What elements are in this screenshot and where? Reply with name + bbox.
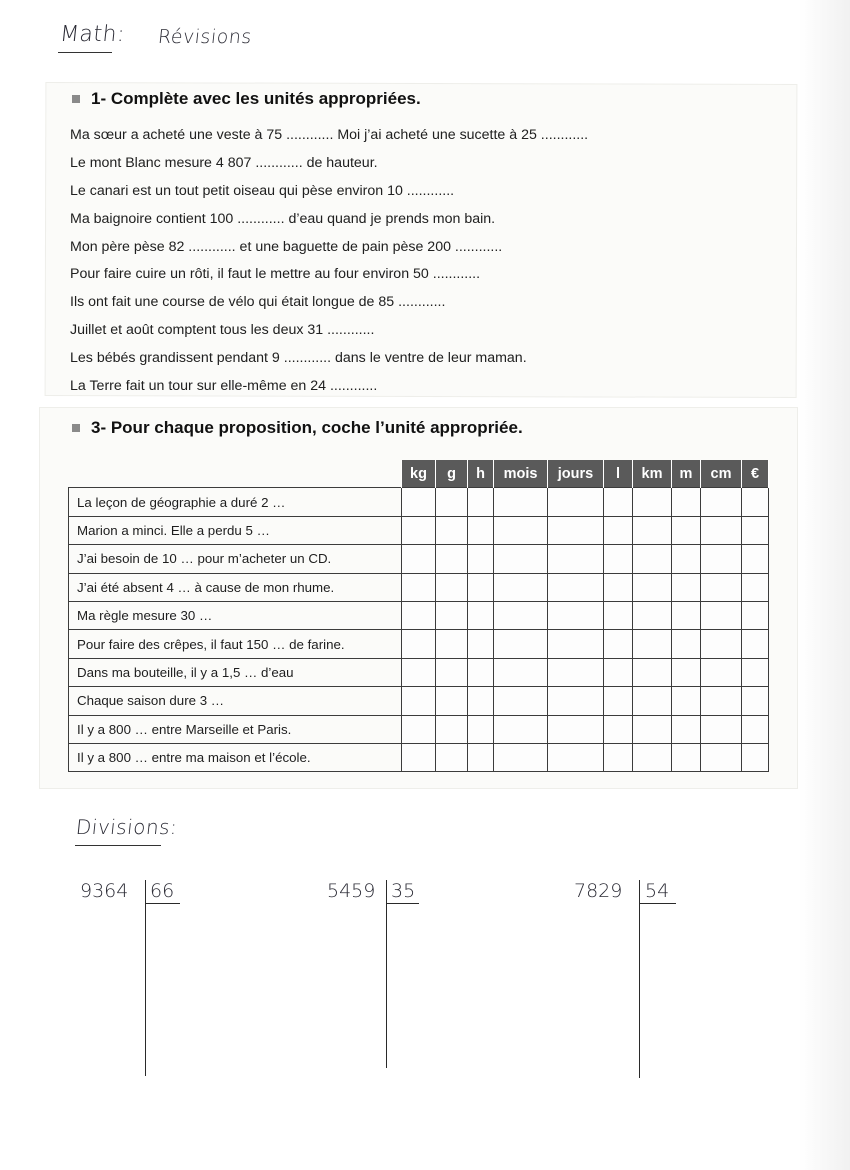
unit-check-cell[interactable]: [701, 488, 742, 516]
unit-check-cell[interactable]: [494, 743, 548, 771]
division-horizontal-line: [146, 903, 180, 904]
unit-check-cell[interactable]: [402, 687, 436, 715]
unit-check-cell[interactable]: [494, 488, 548, 516]
header-spacer: [69, 460, 402, 488]
unit-check-cell[interactable]: [672, 743, 701, 771]
unit-check-cell[interactable]: [468, 516, 494, 544]
unit-check-cell[interactable]: [436, 545, 468, 573]
unit-check-cell[interactable]: [633, 516, 672, 544]
unit-check-cell[interactable]: [701, 601, 742, 629]
division-vertical-line: [639, 880, 640, 1078]
unit-check-cell[interactable]: [604, 545, 633, 573]
unit-check-cell[interactable]: [468, 488, 494, 516]
unit-check-cell[interactable]: [548, 715, 604, 743]
unit-check-cell[interactable]: [633, 573, 672, 601]
exercise-line: Ils ont fait une course de vélo qui était longue de 85 ............: [70, 294, 446, 311]
unit-check-cell[interactable]: [494, 545, 548, 573]
exercise-line: Mon père pèse 82 ............ et une baguette de pain pèse 200 ............: [70, 238, 503, 255]
unit-check-cell[interactable]: [604, 488, 633, 516]
unit-check-cell[interactable]: [402, 658, 436, 686]
table-row: [69, 601, 769, 629]
unit-check-cell[interactable]: [468, 545, 494, 573]
unit-header-jours: jours: [548, 460, 604, 488]
unit-check-cell[interactable]: [494, 687, 548, 715]
unit-check-cell[interactable]: [672, 488, 701, 516]
unit-check-cell[interactable]: [436, 630, 468, 658]
unit-check-cell[interactable]: [742, 687, 769, 715]
unit-check-cell[interactable]: [548, 488, 604, 516]
unit-header-l: l: [604, 460, 633, 488]
unit-header-km: km: [633, 460, 672, 488]
unit-check-cell[interactable]: [633, 658, 672, 686]
table-row: [69, 516, 769, 544]
unit-check-cell[interactable]: [402, 488, 436, 516]
exercise1-lines: [70, 122, 588, 401]
unit-check-cell[interactable]: [742, 658, 769, 686]
square-bullet-icon: [72, 95, 80, 103]
unit-check-cell[interactable]: [436, 743, 468, 771]
unit-header-g: g: [436, 460, 468, 488]
unit-check-cell[interactable]: [672, 573, 701, 601]
unit-check-cell[interactable]: [468, 601, 494, 629]
unit-check-cell[interactable]: [604, 658, 633, 686]
unit-check-cell[interactable]: [436, 516, 468, 544]
unit-check-cell[interactable]: [633, 715, 672, 743]
unit-check-cell[interactable]: [402, 630, 436, 658]
unit-header-euro: €: [742, 460, 769, 488]
unit-check-cell[interactable]: [548, 743, 604, 771]
unit-check-cell[interactable]: [436, 715, 468, 743]
unit-check-cell[interactable]: [701, 658, 742, 686]
unit-check-cell[interactable]: [672, 516, 701, 544]
unit-check-cell[interactable]: [633, 630, 672, 658]
unit-check-cell[interactable]: [468, 687, 494, 715]
unit-check-cell[interactable]: [672, 687, 701, 715]
unit-check-cell[interactable]: [468, 630, 494, 658]
exercise-line: Juillet et août comptent tous les deux 31 ............: [70, 322, 375, 339]
unit-check-cell[interactable]: [633, 743, 672, 771]
dividend-1: 9364: [80, 880, 129, 902]
unit-check-cell[interactable]: [742, 545, 769, 573]
square-bullet-icon: [72, 424, 80, 432]
unit-check-cell[interactable]: [604, 516, 633, 544]
unit-check-cell[interactable]: [494, 630, 548, 658]
row-prompt: Ma règle mesure 30 …: [69, 601, 402, 629]
unit-check-cell[interactable]: [701, 630, 742, 658]
unit-check-cell[interactable]: [402, 573, 436, 601]
unit-check-cell[interactable]: [742, 630, 769, 658]
unit-check-cell[interactable]: [604, 715, 633, 743]
unit-check-cell[interactable]: [633, 601, 672, 629]
unit-check-cell[interactable]: [604, 601, 633, 629]
unit-check-cell[interactable]: [672, 545, 701, 573]
unit-check-cell[interactable]: [633, 488, 672, 516]
unit-check-cell[interactable]: [742, 573, 769, 601]
topic-title: Révisions: [156, 26, 253, 48]
unit-check-cell[interactable]: [548, 601, 604, 629]
table-row: [69, 658, 769, 686]
unit-table-body: [69, 488, 769, 772]
unit-check-cell[interactable]: [548, 687, 604, 715]
table-row: [69, 545, 769, 573]
table-row: [69, 743, 769, 771]
exercise1-title: 1- Complète avec les unités appropriées.: [91, 89, 421, 108]
unit-check-cell[interactable]: [604, 687, 633, 715]
unit-check-cell[interactable]: [742, 715, 769, 743]
row-prompt: J’ai été absent 4 … à cause de mon rhume.: [69, 573, 402, 601]
unit-check-cell[interactable]: [672, 601, 701, 629]
unit-check-cell[interactable]: [701, 545, 742, 573]
division-horizontal-line: [387, 903, 419, 904]
divisions-underline: [75, 845, 161, 846]
exercise-line: Le mont Blanc mesure 4 807 ............ de hauteur.: [70, 154, 378, 171]
unit-check-cell[interactable]: [436, 573, 468, 601]
unit-check-cell[interactable]: [402, 601, 436, 629]
exercise-line: Le canari est un tout petit oiseau qui pèse environ 10 ............: [70, 182, 455, 199]
exercise-line: Pour faire cuire un rôti, il faut le mettre au four environ 50 ............: [70, 266, 481, 283]
exercise-line: Ma baignoire contient 100 ............ d’eau quand je prends mon bain.: [70, 210, 496, 227]
unit-check-cell[interactable]: [701, 743, 742, 771]
unit-check-cell[interactable]: [604, 743, 633, 771]
exercise-line: Les bébés grandissent pendant 9 ............ dans le ventre de leur maman.: [70, 350, 527, 367]
table-row: [69, 488, 769, 516]
row-prompt: Il y a 800 … entre ma maison et l’école.: [69, 743, 402, 771]
unit-header-mois: mois: [494, 460, 548, 488]
unit-check-cell[interactable]: [402, 743, 436, 771]
row-prompt: J’ai besoin de 10 … pour m’acheter un CD.: [69, 545, 402, 573]
unit-check-cell[interactable]: [548, 630, 604, 658]
unit-check-cell[interactable]: [402, 516, 436, 544]
unit-check-cell[interactable]: [494, 516, 548, 544]
unit-check-cell[interactable]: [742, 743, 769, 771]
unit-check-cell[interactable]: [548, 545, 604, 573]
subject-title: Math:: [58, 22, 127, 47]
divisor-1: 66: [150, 880, 175, 902]
division-horizontal-line: [640, 903, 676, 904]
row-prompt: Pour faire des crêpes, il faut 150 … de farine.: [69, 630, 402, 658]
unit-check-cell[interactable]: [494, 658, 548, 686]
divisor-3: 54: [645, 880, 670, 902]
dividend-2: 5459: [327, 880, 376, 902]
unit-check-cell[interactable]: [672, 630, 701, 658]
unit-check-cell[interactable]: [494, 601, 548, 629]
row-prompt: La leçon de géographie a duré 2 …: [69, 488, 402, 516]
unit-header-m: m: [672, 460, 701, 488]
unit-check-cell[interactable]: [604, 630, 633, 658]
unit-check-cell[interactable]: [701, 687, 742, 715]
unit-check-cell[interactable]: [436, 658, 468, 686]
unit-check-cell[interactable]: [633, 545, 672, 573]
division-vertical-line: [145, 880, 146, 1076]
unit-check-cell[interactable]: [436, 601, 468, 629]
unit-check-cell[interactable]: [494, 573, 548, 601]
row-prompt: Chaque saison dure 3 …: [69, 687, 402, 715]
unit-header-cm: cm: [701, 460, 742, 488]
unit-check-cell[interactable]: [468, 715, 494, 743]
unit-check-cell[interactable]: [672, 658, 701, 686]
divisor-2: 35: [391, 880, 416, 902]
row-prompt: Marion a minci. Elle a perdu 5 …: [69, 516, 402, 544]
unit-check-cell[interactable]: [468, 658, 494, 686]
unit-check-cell[interactable]: [402, 545, 436, 573]
unit-check-cell[interactable]: [548, 658, 604, 686]
exercise3-heading: [72, 418, 523, 438]
unit-check-cell[interactable]: [468, 573, 494, 601]
unit-check-cell[interactable]: [548, 516, 604, 544]
unit-header-kg: kg: [402, 460, 436, 488]
unit-check-cell[interactable]: [494, 715, 548, 743]
unit-check-cell[interactable]: [701, 715, 742, 743]
table-row: [69, 687, 769, 715]
exercise3-title: 3- Pour chaque proposition, coche l’unité appropriée.: [91, 418, 523, 437]
unit-check-cell[interactable]: [436, 488, 468, 516]
unit-check-cell[interactable]: [402, 715, 436, 743]
exercise-line: Ma sœur a acheté une veste à 75 ............ Moi j’ai acheté une sucette à 25 ............: [70, 127, 589, 143]
table-row: [69, 573, 769, 601]
unit-check-cell[interactable]: [701, 516, 742, 544]
unit-check-cell[interactable]: [742, 516, 769, 544]
unit-check-cell[interactable]: [633, 687, 672, 715]
unit-header-row: [69, 460, 769, 488]
unit-check-cell[interactable]: [604, 573, 633, 601]
unit-check-cell[interactable]: [468, 743, 494, 771]
row-prompt: Dans ma bouteille, il y a 1,5 … d’eau: [69, 658, 402, 686]
subject-underline: [58, 52, 112, 53]
dividend-3: 7829: [574, 880, 623, 902]
row-prompt: Il y a 800 … entre Marseille et Paris.: [69, 715, 402, 743]
table-row: [69, 630, 769, 658]
exercise1-heading: [72, 89, 421, 109]
unit-header-h: h: [468, 460, 494, 488]
unit-check-cell[interactable]: [672, 715, 701, 743]
unit-check-cell[interactable]: [742, 601, 769, 629]
division-vertical-line: [386, 880, 387, 1068]
unit-check-cell[interactable]: [701, 573, 742, 601]
exercise-line: La Terre fait un tour sur elle-même en 24 ............: [70, 378, 378, 395]
unit-check-cell[interactable]: [548, 573, 604, 601]
unit-check-cell[interactable]: [742, 488, 769, 516]
divisions-title: Divisions:: [74, 815, 179, 839]
unit-checkbox-table: [68, 460, 769, 772]
unit-check-cell[interactable]: [436, 687, 468, 715]
table-row: [69, 715, 769, 743]
